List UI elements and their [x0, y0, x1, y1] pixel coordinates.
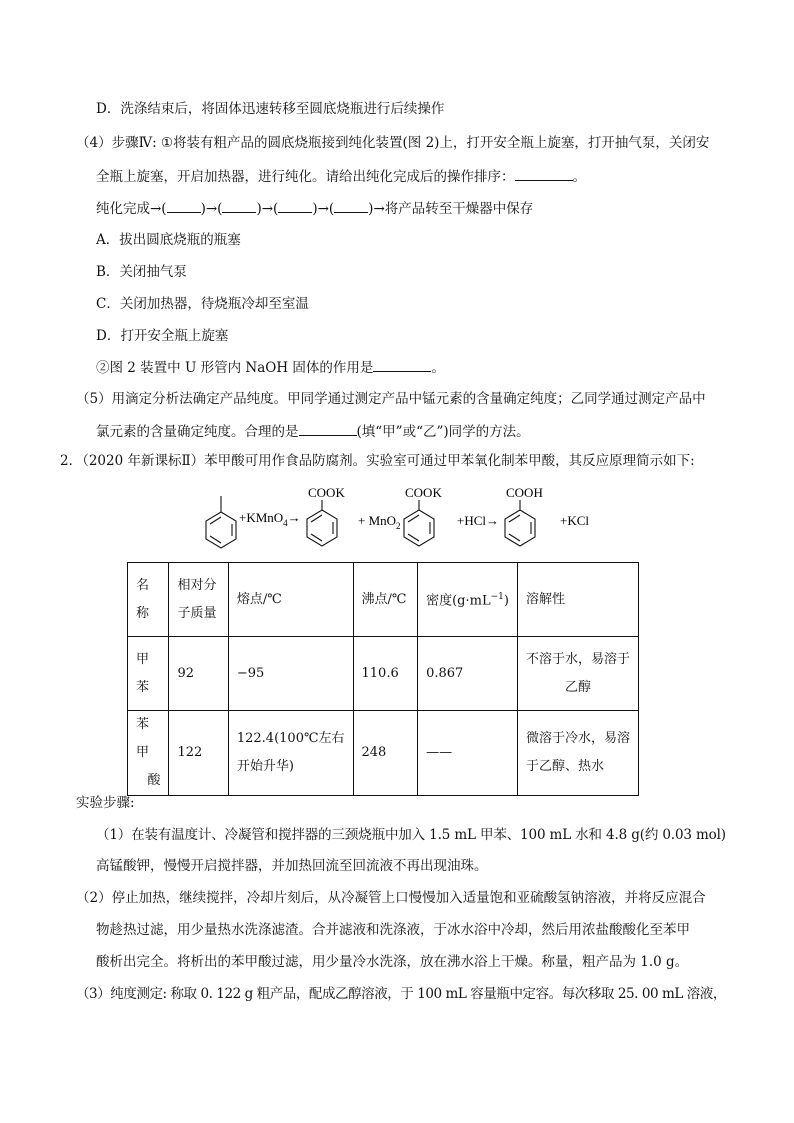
- step2-line2: 物趁热过滤，用少量热水洗涤滤渣。合并滤液和洗涤液，于冰水浴中冷却，然后用浓盐酸酸化至苯甲: [96, 922, 690, 938]
- cell-name: 甲苯: [128, 637, 169, 711]
- sequence-blank-1[interactable]: [167, 198, 201, 213]
- step5-line2-end: (填“甲”或“乙”)同学的方法。: [356, 424, 530, 440]
- header-bp: 沸点/℃: [353, 563, 418, 637]
- step2-line1: （2）停止加热，继续搅拌，冷却片刻后，从冷凝管上口慢慢加入适量饱和亚硫酸氢钠溶液，并将反应混合: [76, 890, 706, 906]
- option-a: A．拔出圆底烧瓶的瓶塞: [96, 232, 241, 248]
- sequence-sep-3: )→(: [312, 201, 335, 217]
- sequence-end: )→将产品转至干燥器中保存: [368, 201, 534, 217]
- step1-line1: （1）在装有温度计、冷凝管和搅拌器的三颈烧瓶中加入 1.5 mL 甲苯、100 mL 水和 4.8 g(约 0.03 mol): [96, 827, 726, 843]
- cell-bp: 110.6: [353, 637, 418, 711]
- reaction-scheme: [195, 480, 615, 552]
- step1-line2: 高锰酸钾，慢慢开启搅拌器，并加热回流至回流液不再出现油珠。: [96, 858, 488, 874]
- cook-label-2: COOK: [405, 485, 442, 500]
- benzoate-structure: [307, 500, 337, 546]
- q2-uptube-text: ②图 2 装置中 U 形管内 NaOH 固体的作用是: [96, 360, 374, 376]
- properties-table: [127, 562, 639, 796]
- reagent-hcl: +HCl→: [457, 513, 500, 528]
- header-density: 密度$(g\cdot mL^{-1})$: [418, 563, 518, 637]
- benzoic-acid-structure: [505, 500, 535, 546]
- step3-line1: （3）纯度测定: 称取 0. 122 g 粗产品，配成乙醇溶液，于 100 mL 容量瓶中定容。每次移取 25. 00 mL 溶液，: [76, 986, 726, 1002]
- cook-label-1: COOK: [308, 485, 345, 500]
- header-solubility: 溶解性: [517, 563, 638, 637]
- q2-uptube-end: 。: [431, 360, 445, 376]
- sequence-sep-1: )→(: [200, 201, 223, 217]
- sequence-sep-2: )→(: [256, 201, 279, 217]
- step4-line1: （4）步骤Ⅳ: ①将装有粗产品的圆底烧瓶接到纯化装置(图 2)上，打开安全瓶上旋塞，打开抽气泵，关闭安: [76, 135, 710, 151]
- product-kcl: +KCl: [560, 513, 590, 528]
- table-row: [128, 711, 639, 796]
- cell-density: 0.867: [418, 637, 518, 711]
- toluene-structure: [206, 496, 236, 548]
- cell-bp: 248: [353, 711, 418, 796]
- sequence-blank-4[interactable]: [334, 198, 368, 213]
- header-mp: 熔点/℃: [228, 563, 353, 637]
- step4-line2: [96, 166, 586, 187]
- cell-name: 苯甲 酸: [128, 711, 169, 796]
- step5-line2: [96, 421, 530, 442]
- step4-line2-end: 。: [572, 169, 586, 185]
- cell-mass: 92: [169, 637, 228, 711]
- step5-line1: （5）用滴定分析法确定产品纯度。甲同学通过测定产品中锰元素的含量确定纯度；乙同学通过测定产品中: [76, 391, 706, 407]
- cell-solubility: 不溶于水，易溶于 乙醇: [517, 637, 638, 711]
- sequence-start: 纯化完成→(: [96, 201, 167, 217]
- steps-title: 实验步骤:: [76, 795, 135, 811]
- method-blank[interactable]: [299, 421, 357, 436]
- step4-line2-text: 全瓶上旋塞，开启加热器，进行纯化。请给出纯化完成后的操作排序：: [96, 169, 515, 185]
- sequence-blank-2[interactable]: [222, 198, 256, 213]
- step2-line3: 酸析出完全。将析出的苯甲酸过滤，用少量冷水洗涤，放在沸水浴上干燥。称量，粗产品为 1.0 g。: [96, 954, 689, 970]
- cell-mp: 122.4(100℃左右 开始升华): [228, 711, 353, 796]
- benzoate-structure-2: [404, 500, 434, 546]
- option-c: C．关闭加热器，待烧瓶冷却至室温: [96, 296, 309, 312]
- cell-mp: −95: [228, 637, 353, 711]
- question-2-intro: 2．（2020 年新课标Ⅱ）苯甲酸可用作食品防腐剂。实验室可通过甲苯氧化制苯甲酸，其反应原理简示如下:: [60, 453, 695, 469]
- cell-density: ——: [418, 711, 518, 796]
- sequence-line: [96, 198, 533, 219]
- uptube-blank[interactable]: [373, 357, 431, 372]
- option-d: D．打开安全瓶上旋塞: [96, 328, 229, 344]
- reagent-mno2: + MnO$_2$: [358, 513, 401, 531]
- cell-solubility: 微溶于冷水，易溶 于乙醇、热水: [517, 711, 638, 796]
- option-b: B．关闭抽气泵: [96, 264, 187, 280]
- table-header-row: [128, 563, 639, 637]
- option-d-prev: D．洗涤结束后，将固体迅速转移至圆底烧瓶进行后续操作: [96, 101, 445, 117]
- sequence-blank-3[interactable]: [278, 198, 312, 213]
- step5-line2-text: 氯元素的含量确定纯度。合理的是: [96, 424, 299, 440]
- answer-blank[interactable]: [515, 166, 573, 181]
- header-mass: 相对分子质量: [169, 563, 228, 637]
- q2-uptube-line: [96, 357, 445, 378]
- table-row: [128, 637, 639, 711]
- cooh-label: COOH: [506, 485, 543, 500]
- reagent-kmno4: +KMnO$_4$→: [239, 510, 301, 528]
- header-name: 名称: [128, 563, 169, 637]
- cell-mass: 122: [169, 711, 228, 796]
